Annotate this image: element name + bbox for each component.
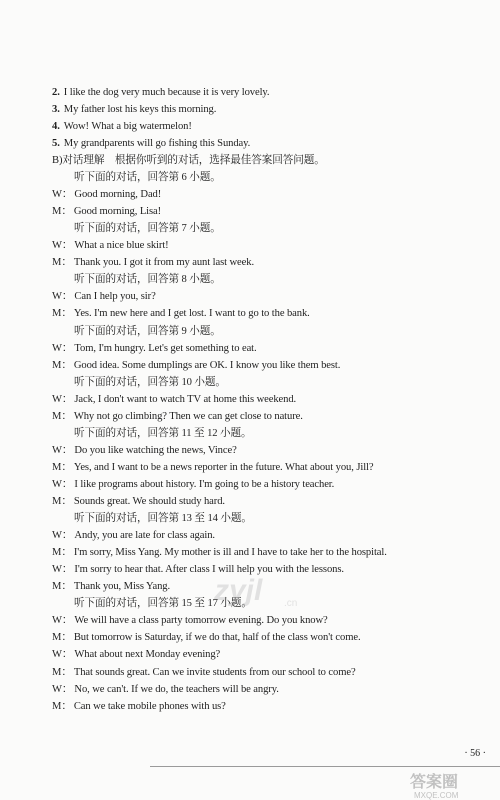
dialogue-line [52,478,334,492]
dialogue-line [52,307,310,321]
listening-instruction: 听下面的对话，回答第 6 小题。 [74,172,221,183]
utterance-text: Can I help you, sir? [74,291,156,303]
dialogue-line [52,580,170,594]
speaker-label: M： [52,359,72,371]
utterance-text: Thank you. I got it from my aunt last week. [73,257,254,269]
dialogue-line [52,614,328,628]
speaker-label: W： [52,615,73,627]
item-number: 3. [52,104,60,115]
dialogue-line [52,410,303,424]
speaker-label: M： [52,308,72,320]
sentence-4 [52,120,192,134]
sentence-text: Wow! What a big watermelon! [63,121,192,132]
dialogue-line [52,529,215,543]
dialogue-line [52,393,296,407]
utterance-text: Thank you, Miss Yang. [73,581,171,593]
speaker-label: W： [52,444,73,456]
sentence-text: My father lost his keys this morning. [63,104,217,115]
speaker-label: M： [52,700,72,712]
utterance-text: Sounds great. We should study hard. [73,495,225,507]
listening-instruction: 听下面的对话，回答第 15 至 17 小题。 [74,598,252,610]
utterance-text: Can we take mobile phones with us? [73,700,226,712]
dialogue-line [52,444,237,458]
svg-text:zyjl: zyjl [214,574,263,607]
utterance-text: I'm sorry, Miss Yang. My mother is ill and I have to take her to the hospital. [73,547,387,559]
sentence-3 [52,103,216,117]
speaker-label: W： [52,530,73,541]
watermark-logo [212,570,322,610]
speaker-label: M： [52,547,72,559]
utterance-text: Yes. I'm new here and I get lost. I want to go to the bank. [73,308,310,320]
item-number: 5. [52,138,60,149]
utterance-text: What about next Monday evening? [74,649,221,661]
dialogue-line [52,256,254,270]
dialogue-line [52,188,161,202]
dialogue-line [52,700,226,714]
utterance-text: No, we can't. If we do, the teachers will be angry. [74,683,279,695]
utterance-text: That sounds great. Can we invite students from our school to come? [73,666,356,678]
utterance-text: Good idea. Some dumplings are OK. I know you like them best. [73,359,341,371]
page-number: · 56 · [464,748,486,759]
sentence-5 [52,137,250,151]
item-number: 2. [52,87,60,98]
utterance-text: Why not go climbing? Then we can get close to nature. [73,410,303,422]
speaker-label: M： [52,206,72,218]
listening-instruction: 听下面的对话，回答第 10 小题。 [74,376,226,388]
utterance-text: Good morning, Dad! [74,189,162,201]
speaker-label: W： [52,189,73,201]
sentence-2 [52,86,269,100]
item-number: 4. [52,121,60,132]
speaker-label: W： [52,478,73,490]
speaker-label: M： [52,461,72,473]
speaker-label: W： [52,683,73,695]
speaker-label: M： [52,581,72,593]
speaker-label: M： [52,257,72,269]
dialogue-line [52,461,373,475]
watermark-answer-logo [392,770,500,800]
dialogue-line [52,359,340,373]
utterance-text: But tomorrow is Saturday, if we do that, half of the class won't come. [73,632,361,644]
speaker-label: W： [52,240,73,252]
dialogue-line [52,631,361,645]
listening-instruction: 听下面的对话，回答第 8 小题。 [74,274,221,286]
utterance-text: Andy, you are late for class again. [74,530,215,541]
dialogue-line [52,205,161,219]
footer-rule [150,766,500,767]
svg-text:.cn: .cn [284,598,298,609]
utterance-text: We will have a class party tomorrow evening. Do you know? [74,615,328,627]
utterance-text: Good morning, Lisa! [73,206,162,218]
speaker-label: W： [52,291,73,303]
svg-text:答案圈: 答案圈 [410,772,459,791]
sentence-text: I like the dog very much because it is very lovely. [63,87,270,98]
utterance-text: I'm sorry to hear that. After class I will help you with the lessons. [74,564,344,576]
speaker-label: W： [52,393,73,405]
utterance-text: Yes, and I want to be a news reporter in the future. What about you, Jill? [73,461,374,473]
speaker-label: M： [52,666,72,678]
dialogue-line [52,648,220,662]
svg-text:MXQE.COM: MXQE.COM [414,791,459,800]
utterance-text: Do you like watching the news, Vince? [74,444,237,456]
utterance-text: What a nice blue skirt! [74,240,169,252]
listening-instruction: 听下面的对话，回答第 11 至 12 小题。 [74,427,252,439]
speaker-label: W： [52,649,73,661]
dialogue-line [52,495,225,509]
sentence-text: My grandparents will go fishing this Sunday. [63,138,251,149]
speaker-label: M： [52,410,72,422]
dialogue-line [52,290,156,304]
speaker-label: M： [52,495,72,507]
dialogue-line [52,342,257,356]
utterance-text: Jack, I don't want to watch TV at home this weekend. [74,393,297,405]
listening-instruction: 听下面的对话，回答第 7 小题。 [74,223,221,235]
section-b-heading: B)对话理解 根据你听到的对话，选择最佳答案回答问题。 [52,155,325,166]
speaker-label: W： [52,564,73,576]
speaker-label: M： [52,632,72,644]
listening-instruction: 听下面的对话，回答第 9 小题。 [74,325,221,337]
utterance-text: Tom, I'm hungry. Let's get something to eat. [74,342,257,354]
speaker-label: W： [52,342,73,354]
dialogue-line [52,546,387,560]
dialogue-line [52,666,356,680]
dialogue-line [52,683,279,697]
dialogue-line [52,239,169,253]
utterance-text: I like programs about history. I'm going to be a history teacher. [74,478,335,490]
listening-instruction: 听下面的对话，回答第 13 至 14 小题。 [74,513,252,524]
